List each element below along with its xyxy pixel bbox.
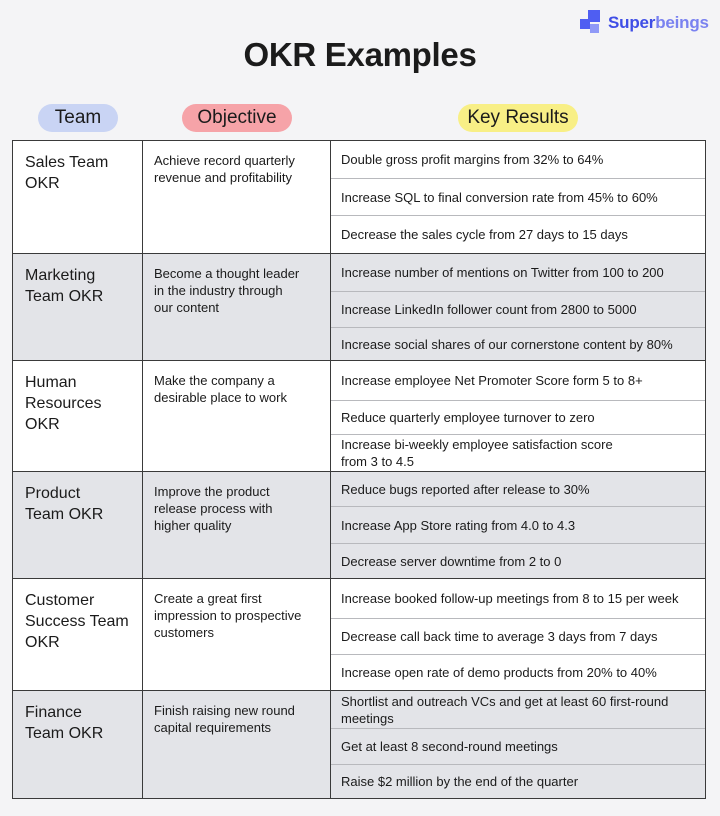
logo-icon xyxy=(580,10,606,36)
key-result-cell xyxy=(331,434,705,471)
text-line: meetings xyxy=(341,710,394,726)
text-line: impression to prospective xyxy=(154,608,302,623)
team-header: Team xyxy=(38,104,118,132)
key-result-cell xyxy=(331,543,705,578)
okr-row xyxy=(13,690,705,798)
text-line: revenue and profitability xyxy=(154,170,293,185)
text-line: OKR xyxy=(25,634,60,651)
text-line: Human xyxy=(25,374,77,391)
okr-row xyxy=(13,471,705,578)
text-line: Reduce quarterly employee turnover to zero xyxy=(341,410,595,425)
text-line: from 3 to 4.5 xyxy=(341,454,414,469)
text-line: capital requirements xyxy=(154,720,272,735)
text-line: Become a thought leader xyxy=(154,266,300,281)
brand-name: Superbeings xyxy=(608,13,709,32)
text-line: Create a great first xyxy=(154,591,262,606)
key-result-cell xyxy=(331,254,705,291)
text-line: Increase SQL to final conversion rate from 45% to 60% xyxy=(341,189,658,205)
key-result-cell xyxy=(331,472,705,506)
text-line: Increase open rate of demo products from 20% to 40% xyxy=(341,665,657,680)
text-line: Increase App Store rating from 4.0 to 4.3 xyxy=(341,517,576,533)
text-line: customers xyxy=(154,625,214,640)
text-line: Team OKR xyxy=(25,506,104,523)
key-result-cell xyxy=(331,400,705,434)
text-line: Improve the product xyxy=(154,484,270,499)
text-line: Increase employee Net Promoter Score form 5 to 8+ xyxy=(341,373,643,388)
key-result-cell xyxy=(331,291,705,327)
objective-header: Objective xyxy=(182,104,292,132)
key-result-cell xyxy=(331,654,705,690)
text-line: Shortlist and outreach VCs and get at least 60 first-round xyxy=(341,693,669,709)
text-line: Finance xyxy=(25,704,82,721)
objective-cell xyxy=(143,472,331,578)
objective-cell xyxy=(143,579,331,690)
key-result-cell xyxy=(331,215,705,252)
key-result-cell xyxy=(331,506,705,543)
text-line: Finish raising new round xyxy=(154,703,295,718)
text-line: Success Team xyxy=(25,613,129,630)
text-line: Reduce bugs reported after release to 30% xyxy=(341,481,590,497)
text-line: Raise $2 million by the end of the quarter xyxy=(341,774,579,789)
text-line: higher quality xyxy=(154,518,232,533)
text-line: Team OKR xyxy=(25,725,104,742)
text-line: Make the company a xyxy=(154,373,275,388)
key-result-cell xyxy=(331,618,705,654)
text-line: OKR xyxy=(25,175,60,192)
key-result-cell xyxy=(331,361,705,400)
text-line: Resources xyxy=(25,395,102,412)
key-result-cell xyxy=(331,691,705,728)
brand-logo xyxy=(580,10,709,36)
okr-row xyxy=(13,141,705,253)
page-title: OKR Examples xyxy=(243,36,477,73)
team-cell xyxy=(13,141,143,253)
okr-table xyxy=(12,140,706,799)
objective-cell xyxy=(143,691,331,798)
text-line: our content xyxy=(154,300,220,315)
key-result-cell xyxy=(331,728,705,764)
text-line: Decrease call back time to average 3 days from 7 days xyxy=(341,629,658,644)
text-line: Increase number of mentions on Twitter from 100 to 200 xyxy=(341,265,664,280)
key-result-cell xyxy=(331,764,705,798)
okr-row xyxy=(13,578,705,690)
key-results-header: Key Results xyxy=(458,104,578,132)
team-cell xyxy=(13,579,143,690)
text-line: OKR xyxy=(25,416,60,433)
text-line: release process with xyxy=(154,501,273,516)
key-result-cell xyxy=(331,327,705,360)
okr-row xyxy=(13,360,705,471)
text-line: Marketing xyxy=(25,267,96,284)
text-line: Customer xyxy=(25,592,95,609)
objective-cell xyxy=(143,361,331,471)
text-line: Increase booked follow-up meetings from 8 to 15 per week xyxy=(341,591,679,606)
team-cell xyxy=(13,691,143,798)
text-line: Increase social shares of our cornerstone content by 80% xyxy=(341,336,673,352)
team-cell xyxy=(13,254,143,360)
text-line: Achieve record quarterly xyxy=(154,153,295,168)
key-result-cell xyxy=(331,141,705,178)
text-line: Team OKR xyxy=(25,288,104,305)
team-cell xyxy=(13,361,143,471)
text-line: Double gross profit margins from 32% to 64% xyxy=(341,152,604,167)
text-line: desirable place to work xyxy=(154,390,287,405)
objective-cell xyxy=(143,141,331,253)
objective-cell xyxy=(143,254,331,360)
text-line: Decrease server downtime from 2 to 0 xyxy=(341,553,562,569)
okr-row xyxy=(13,253,705,360)
key-result-cell xyxy=(331,178,705,215)
text-line: Increase LinkedIn follower count from 2800 to 5000 xyxy=(341,302,637,317)
text-line: Increase bi-weekly employee satisfaction score xyxy=(341,437,613,452)
key-result-cell xyxy=(331,579,705,618)
team-cell xyxy=(13,472,143,578)
text-line: Decrease the sales cycle from 27 days to 15 days xyxy=(341,226,628,242)
text-line: Product xyxy=(25,485,81,502)
text-line: Sales Team xyxy=(25,154,109,171)
text-line: Get at least 8 second-round meetings xyxy=(341,739,558,754)
text-line: in the industry through xyxy=(154,283,283,298)
